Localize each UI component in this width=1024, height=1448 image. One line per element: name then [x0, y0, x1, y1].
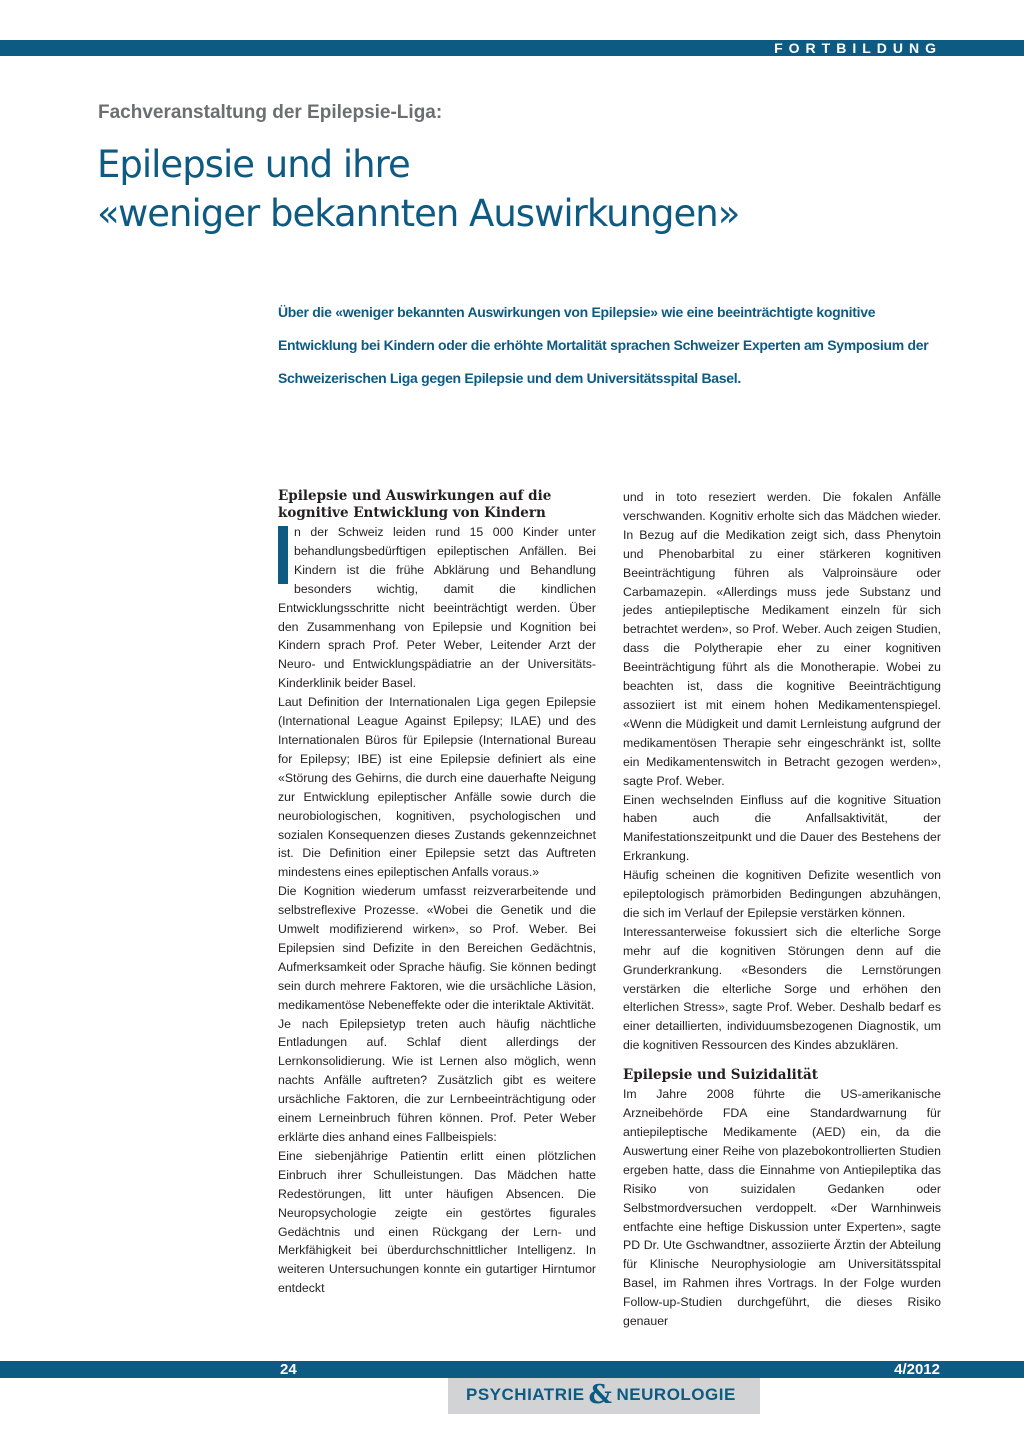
journal-logo-left: PSYCHIATRIE — [466, 1385, 585, 1404]
paragraph: Die Kognition wiederum umfasst reizverarbeitende und selbstreflexive Prozesse. «Wobei die Genetik und die Umwelt modifizierend wirken», so Prof. Weber. Bei Epilepsien sind Defizite in den Bereichen Gedächtnis, Aufmerksamkeit oder Sprache häufig. Sie können bedingt sein durch mehrere Faktoren, wie die ursächliche Läsion, medikamentöse Nebeneffekte oder die interiktale Aktivität. — [278, 884, 596, 1012]
body-column-right — [623, 488, 941, 1331]
paragraph: Häufig scheinen die kognitiven Defizite wesentlich von epileptologisch prämorbiden Bedingungen abzuhängen, die sich im Verlauf der Epilepsie verstärken können. — [623, 868, 941, 920]
journal-logo-ampersand: & — [588, 1380, 613, 1410]
issue-number: 4/2012 — [894, 1361, 940, 1378]
article-lead: Über die «weniger bekannten Auswirkungen von Epilepsie» wie eine beeinträchtigte kognitive Entwicklung bei Kindern oder die erhöhte Mortalität sprachen Schweizer Experten am Symposium der Schweizerischen Liga gegen Epilepsie und dem Universitätsspital Basel. — [278, 304, 929, 386]
section-label: FORTBILDUNG — [774, 40, 942, 56]
article-title-line-1: Epilepsie und ihre — [97, 143, 410, 186]
dropcap-block — [278, 526, 288, 584]
paragraph: Je nach Epilepsietyp treten auch häufig nächtliche Entladungen auf. Schlaf dient allerdings der Lernkonsolidierung. Wie ist Lernen also möglich, wenn nachts Anfälle auftreten? Zusätzlich gibt es weitere ursächliche Faktoren, die zur Lernbeeinträchtigung oder einem Lerneinbruch führen können. Prof. Peter Weber erklärte dies anhand eines Fallbeispiels: — [278, 1016, 596, 1144]
paragraph: Im Jahre 2008 führte die US-amerikanische Arzneibehörde FDA eine Standardwarnung für antiepileptische Medikamente (AED) ein, da die Auswertung einer Reihe von plazebokontrollierten Studien ergeben hatte, dass die Einnahme von Antiepileptika das Risiko von suizidalen Gedanken oder Selbstmordversuchen verdoppelt. «Der Warnhinweis entfachte eine heftige Diskussion unter Experten», sagte PD Dr. Ute Gschwandtner, assoziierte Ärztin der Abteilung für Klinische Neurophysiologie am Universitätsspital Basel, im Rahmen ihres Vortrags. In der Folge wurden Follow-up-Studien durchgeführt, die dieses Risiko genauer — [623, 1087, 941, 1329]
footer-bar — [0, 1361, 1024, 1378]
paragraph: Laut Definition der Internationalen Liga gegen Epilepsie (International League Against Epilepsy; ILAE) und des Internationalen Büros für Epilepsie (International Bureau for Epilepsy; IBE) ist eine Epilepsie definiert als eine «Störung des Gehirns, die durch eine dauerhafte Neigung zur Entwicklung epileptischer Anfälle sowie durch die neurobiologischen, kognitiven, psychologischen und sozialen Konsequenzen dieses Zustands gekennzeichnet ist. Die Definition einer Epilepsie setzt das Auftreten mindestens eines epileptischen Anfalls voraus.» — [278, 695, 596, 880]
subheading-cognition: Epilepsie und Auswirkungen auf die kognitive Entwicklung von Kindern — [278, 488, 552, 521]
journal-logo-right: NEUROLOGIE — [616, 1385, 736, 1404]
paragraph: und in toto reseziert werden. Die fokalen Anfälle verschwanden. Kognitiv erholte sich das Mädchen wieder. In Bezug auf die Medikation zeigt sich, dass Phenytoin und Phenobarbital zu einer stärkeren kognitiven Beeinträchtigung führen als Valproinsäure oder Carbamazepin. «Allerdings muss jede Substanz und jedes antiepileptische Medikament einzeln für sich betrachtet werden», so Prof. Weber. Auch zeigen Studien, dass die Polytherapie eher zu einer kognitiven Beeinträchtigung führt als die Monotherapie. Wobei zu beachten ist, dass die kognitive Beeinträchtigung assoziiert ist mit einem hohen Medikamentenspiegel. «Wenn die Müdigkeit und damit Lernleistung aufgrund der medikamentösen Therapie sehr eingeschränkt ist, sollte ein Medikamentenswitch in Betracht gezogen werden», sagte Prof. Weber. — [623, 490, 941, 788]
journal-logo — [466, 1380, 736, 1410]
paragraph-text: n der Schweiz leiden rund 15 000 Kinder unter behandlungsbedürftigen epileptischen Anfällen. Bei Kindern ist die frühe Abklärung und Behandlung besonders wichtig, damit die kindlichen Entwicklungsschritte nicht beeinträchtigt werden. Über den Zusammenhang von Epilepsie und Kognition bei Kindern sprach Prof. Peter Weber, Leitender Arzt der Neuro- und Entwicklungspädiatrie an der Universitäts-Kinderklinik beider Basel. — [278, 525, 596, 691]
page-number: 24 — [280, 1361, 297, 1378]
paragraph: Einen wechselnden Einfluss auf die kognitive Situation haben auch die Anfallsaktivität, der Manifestationszeitpunkt und die Dauer des Bestehens der Erkrankung. — [623, 792, 941, 864]
paragraph: Eine siebenjährige Patientin erlitt einen plötzlichen Einbruch ihrer Schulleistungen. Das Mädchen hatte Redestörungen, litt unter häufigen Absencen. Die Neuropsychologie zeigte ein gestörtes figurales Gedächtnis und einen Rückgang der Lern- und Merkfähigkeit bei überdurchschnittlicher Intelligenz. In weiteren Untersuchungen konnte ein gutartiger Hirntumor entdeckt — [278, 1148, 596, 1296]
paragraph: Interessanterweise fokussiert sich die elterliche Sorge mehr auf die kognitiven Störungen denn auf die Grunderkrankung. «Besonders die Lernstörungen verstärken die elterliche Sorge und erhöhen den elterlichen Stress», sagte Prof. Weber. Deshalb bedarf es einer detaillierten, individuumsbezogenen Diagnostik, um die kognitiven Ressourcen des Kindes abzuklären. — [623, 924, 941, 1053]
body-column-left — [278, 488, 596, 1298]
paragraph — [278, 523, 596, 693]
subheading-suicidality: Epilepsie und Suizidalität — [623, 1067, 818, 1084]
article-kicker: Fachveranstaltung der Epilepsie-Liga: — [98, 102, 443, 123]
article-title — [97, 140, 917, 238]
article-title-line-2: «weniger bekannten Auswirkungen» — [97, 192, 740, 235]
